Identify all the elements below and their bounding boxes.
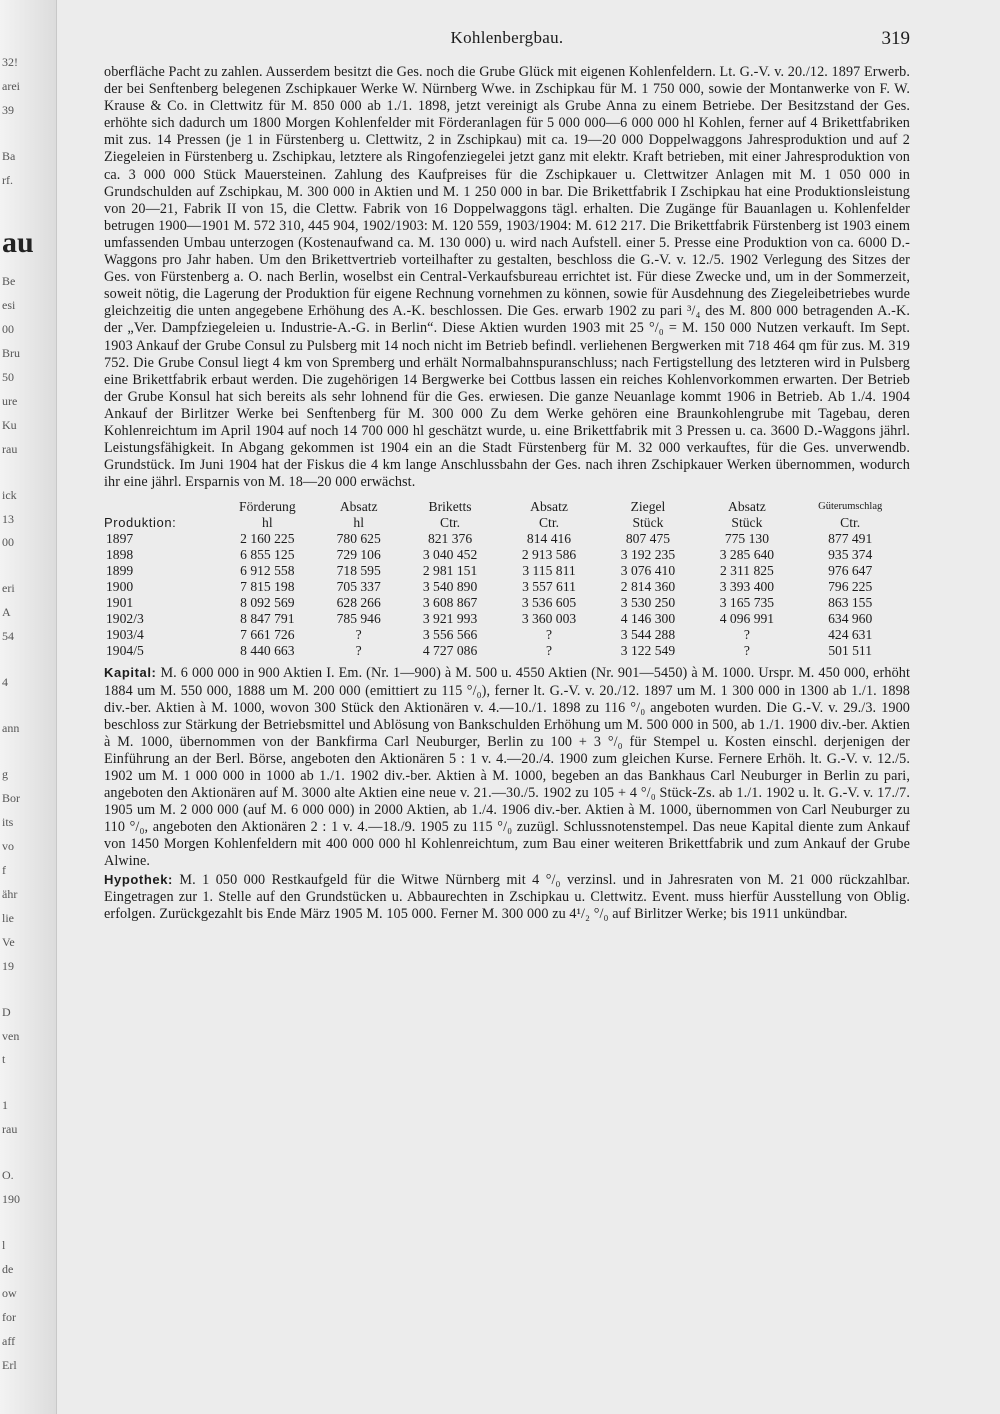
adjacent-page-fragment: Erl <box>2 1358 17 1372</box>
adjacent-page-fragment: au <box>2 226 34 259</box>
table-cell: 4 096 991 <box>719 610 775 626</box>
column-header: Absatz <box>339 499 378 515</box>
table-row <box>104 627 904 643</box>
table-cell: 3 165 735 <box>719 594 775 610</box>
adjacent-page-fragment: ann <box>2 721 20 735</box>
table-cell: 2 160 225 <box>240 531 295 547</box>
adjacent-page-fragment: Bor <box>2 791 20 805</box>
table-row <box>104 563 904 579</box>
production-table-unit-row <box>104 515 904 531</box>
table-cell: 4 727 086 <box>422 642 478 658</box>
row-year: 1900 <box>106 578 134 594</box>
adjacent-page-fragment: g <box>2 767 8 781</box>
adjacent-page-fragment: for <box>2 1310 16 1324</box>
adjacent-page-fragment: Be <box>2 274 16 288</box>
table-cell: 634 960 <box>828 610 873 626</box>
table-cell: ? <box>743 626 750 642</box>
running-head: Kohlenbergbau. <box>450 28 564 47</box>
table-cell: 935 374 <box>828 547 873 563</box>
adjacent-page-fragment: ick <box>2 488 17 502</box>
column-header: Briketts <box>428 499 472 515</box>
table-row <box>104 611 904 627</box>
unit-label: Stück <box>731 515 763 531</box>
unit-label: Ctr. <box>440 515 461 531</box>
adjacent-page-fragment: esi <box>2 298 16 312</box>
column-header: Absatz <box>728 499 766 515</box>
adjacent-page-fragment: vo <box>2 839 14 853</box>
table-cell: 8 847 791 <box>240 610 295 626</box>
adjacent-page-fragment: 1 <box>2 1098 8 1112</box>
table-cell: 821 376 <box>427 531 473 547</box>
table-cell: 785 946 <box>336 610 381 626</box>
production-table-header-row <box>104 499 904 515</box>
adjacent-page-fragment: ven <box>2 1029 20 1043</box>
table-cell: ? <box>743 642 750 658</box>
adjacent-page-fragment: ow <box>2 1286 17 1300</box>
column-header: Ziegel <box>630 499 666 515</box>
unit-label: Ctr. <box>538 515 560 531</box>
row-year: 1902/3 <box>106 610 144 626</box>
adjacent-page-fragment: 4 <box>2 675 8 689</box>
table-cell: 7 815 198 <box>240 578 295 594</box>
table-cell: 729 106 <box>336 547 381 563</box>
adjacent-page-fragment: 00 <box>2 322 14 336</box>
table-cell: 501 511 <box>828 642 873 658</box>
unit-label: hl <box>262 515 273 531</box>
kapital-text: M. 6 000 000 in 900 Aktien I. Em. (Nr. 1—900) à M. 500 u. 4550 Aktien (Nr. 901—5450) à M. 1000. Urspr. M. 450 000, erhöht 1884 um M. 550 000, 1888 um M. 200 000 (emittiert zu 115 °/₀), ferner lt. G.-V. v. 20./12. 1897 um M. 1 300 000 in 1300 ab 1./1. 1898 div.-ber. Aktien à M. 1000, wovon 300 Stück den Aktionären v. 4.—10./1. 1898 zu 116 °/₀ angeboten wurden. Die G.-V. v. 29./3. 1900 beschloss zur Stärkung der Betriebsmittel und Ablösung von Bankschulden Erhöhung um M. 500 000 in 500, ab 1./1. 1900 div.-ber. Aktien à M. 1000, übernommen von der Bankfirma Carl Neuburger, Berlin zu 100 + 3 °/₀ für Stempel u. Kosten einschl. derjenigen der Einführung an der Berl. Börse, angeboten den Aktionären 5 : 1 v. 4.—20./4. 1900 zum gleichen Kurse. Fernere Erhöh. lt. G.-V. v. 12./5. 1902 um M. 1 000 000 in 1000 ab 1./1. 1902 div.-ber. Aktien à M. 1000, begeben an das Bankhaus Carl Neuburger in Berlin zu pari, angeboten den Aktionären auf M. 3000 alte Aktien eine neue v. 21.—30./5. 1902 zu 105 + 4 °/₀ Stück-Zs. ab 1./1. 1902 u. lt. G.-V. v. 17./7. 1905 um M. 2 000 000 (auf M. 6 000 000) in 2000 Aktien, ab 1./4. 1906 div.-ber. Aktien à M. 1000, übernommen von Carl Neuburger zu 110 °/₀, angeboten den Aktionären 2 : 1 v. 4.—18./9. 1905 zu 115 °/₀ zuzügl. Schlussnotenstempel. Das neue Kapital diente zum Ankauf von 1450 Morgen Kohlenfeldern mit 400 000 000 hl Kohlenreichtum, zum Bau einer weiteren Brikettfabrik und zum Ankauf der Grube Alwine. <box>104 665 910 870</box>
adjacent-page-fragment: D <box>2 1005 11 1019</box>
table-cell: 2 311 825 <box>719 562 774 578</box>
kapital-label: Kapital: <box>104 665 157 681</box>
table-cell: 2 814 360 <box>620 578 676 594</box>
table-cell: 3 192 235 <box>620 547 676 563</box>
production-table-body <box>104 531 904 658</box>
adjacent-page-fragment: Ba <box>2 149 16 163</box>
table-cell: 3 921 993 <box>422 610 478 626</box>
table-cell: 6 912 558 <box>240 562 295 578</box>
adjacent-page-fragment: 39 <box>2 103 14 117</box>
adjacent-page-fragment: rau <box>2 442 18 456</box>
row-year: 1904/5 <box>106 642 144 658</box>
page-header <box>104 28 910 64</box>
table-cell: 814 416 <box>526 531 572 547</box>
table-cell: 780 625 <box>336 531 381 547</box>
row-year: 1901 <box>106 594 134 610</box>
adjacent-page-fragment: eri <box>2 581 15 595</box>
table-cell: 775 130 <box>724 531 769 547</box>
adjacent-page-fragment: f <box>2 863 6 877</box>
adjacent-page-fragment: O. <box>2 1168 14 1182</box>
table-cell: 3 557 611 <box>522 578 576 594</box>
table-cell: ? <box>355 642 362 658</box>
adjacent-page-fragment: ure <box>2 394 18 408</box>
table-cell: ? <box>545 642 553 658</box>
adjacent-page-fragment: l <box>2 1238 6 1252</box>
adjacent-page-fragment: Ve <box>2 935 15 949</box>
production-row-label: Produktion: <box>104 515 177 531</box>
adjacent-page-fragment: ähr <box>2 887 18 901</box>
table-cell: 424 631 <box>828 626 873 642</box>
table-row <box>104 579 904 595</box>
table-cell: 3 540 890 <box>422 578 478 594</box>
table-cell: 3 393 400 <box>719 578 775 594</box>
table-cell: 705 337 <box>336 578 381 594</box>
table-cell: 976 647 <box>828 562 873 578</box>
table-cell: 863 155 <box>828 594 873 610</box>
table-row <box>104 643 904 659</box>
table-row <box>104 547 904 563</box>
table-cell: 796 225 <box>828 578 873 594</box>
table-cell: 3 608 867 <box>422 594 478 610</box>
table-cell: 3 040 452 <box>422 547 478 563</box>
adjacent-page-fragment: 190 <box>2 1192 20 1206</box>
table-cell: 3 076 410 <box>620 562 676 578</box>
table-row <box>104 595 904 611</box>
column-header-year <box>104 499 218 515</box>
table-cell: 3 530 250 <box>620 594 676 610</box>
unit-label: Ctr. <box>840 515 861 531</box>
row-year: 1903/4 <box>106 626 144 642</box>
table-cell: 8 092 569 <box>240 594 295 610</box>
table-cell: 3 536 605 <box>521 594 577 610</box>
adjacent-page-fragment: 50 <box>2 370 14 384</box>
table-cell: 3 115 811 <box>522 562 576 578</box>
adjacent-page-fragment: lie <box>2 911 14 925</box>
table-cell: 2 913 586 <box>521 547 577 563</box>
adjacent-page-fragment: rau <box>2 1122 18 1136</box>
kapital-section <box>104 664 910 870</box>
adjacent-page-fragment: 19 <box>2 959 14 973</box>
table-cell: 4 146 300 <box>620 610 676 626</box>
row-year: 1897 <box>106 531 134 547</box>
table-row <box>104 531 904 547</box>
adjacent-page-fragment: aff <box>2 1334 16 1348</box>
adjacent-page-fragment: 32! <box>2 55 18 69</box>
production-table <box>104 499 904 658</box>
table-cell: 3 122 549 <box>620 642 676 658</box>
adjacent-page-fragment: its <box>2 815 14 829</box>
table-cell: 877 491 <box>828 531 873 547</box>
table-cell: 718 595 <box>336 562 381 578</box>
table-cell: 3 544 288 <box>620 626 676 642</box>
table-cell: 3 360 003 <box>521 610 577 626</box>
adjacent-page-fragment: 00 <box>2 535 14 549</box>
adjacent-page-fragment: de <box>2 1262 14 1276</box>
table-cell: 6 855 125 <box>240 547 295 563</box>
unit-label: hl <box>353 515 364 531</box>
table-cell: ? <box>355 626 362 642</box>
table-cell: 7 661 726 <box>240 626 295 642</box>
adjacent-page-margin <box>0 0 57 1414</box>
unit-label: Stück <box>632 515 664 531</box>
table-cell: 3 285 640 <box>719 547 775 563</box>
adjacent-page-fragment: Bru <box>2 346 20 360</box>
adjacent-page-fragment: Ku <box>2 418 17 432</box>
column-header: Güterumschlag <box>818 501 883 513</box>
table-cell: 807 475 <box>625 531 671 547</box>
column-header: Absatz <box>530 499 568 515</box>
column-header: Förderung <box>239 499 296 515</box>
adjacent-page-fragment: arei <box>2 79 20 93</box>
adjacent-page-fragment: 13 <box>2 512 14 526</box>
company-history-paragraph: oberfläche Pacht zu zahlen. Ausserdem besitzt die Ges. noch die Grube Glück mit eigenen Kohlenfeldern. Lt. G.-V. v. 20./12. 1897 Erwerb. der bei Senftenberg belegenen Zschipkauer Werke W. Nürnberg Wwe. in Zschipkau für M. 1 750 000, sowie der Montanwerke von F. W. Krause & Co. in Clettwitz für M. 850 000 ab 1./1. 1898, jetzt vereinigt als Grube Anna zu einem Betriebe. Der Besitzstand der Ges. erhöhte sich dadurch um 1800 Morgen Kohlenfelder mit Förderanlagen für 5 000 000—6 000 000 hl Kohlen, ferner auf 4 Brikettfabriken mit zus. 14 Pressen (je 1 in Fürstenberg u. Clettwitz, 2 in Zschipkau) mit ca. 19—20 000 Doppelwaggons Jahresproduktion und auf 2 Ziegeleien in Fürstenberg u. Zschipkau, letztere als Ringofenziegelei jetzt ganz mit elektr. Kraft betrieben, mit einer Jahresproduktion von ca. 3 000 000 Stück Mauersteinen. Zahlung des Kaufpreises für die Zschipkauer u. Clettwitzer Anlagen mit M. 1 050 000 in Grundschulden auf Zschipkau, M. 300 000 in Aktien und M. 1 250 000 in bar. Die Brikettfabrik I Zschipkau hat eine Produktionsleistung von 20—21, Fabrik II von 15, die Clettw. Fabrik von 16 Doppelwaggons tägl. erhalten. Die Zugänge für Bauanlagen u. Kohlenfelder betrugen 1900—1901 M. 572 310, 445 904, 1902/1903: M. 120 559, 1903/1904: M. 612 217. Die Brikettfabrik Fürstenberg ist 1903 einem umfassenden Umbau unterzogen (Kostenaufwand ca. M. 130 000) u. wird nach Aufstell. einer 5. Presse eine Produktion von ca. 6000 D.-Waggons pro Jahr haben. Um den Brikettvertrieb vorteilhafter zu gestalten, beschloss die G.-V. v. 12./5. 1902 Verlegung des Sitzes der Ges. von Fürstenberg a. O. nach Berlin, woselbst ein Central-Verkaufsbureau errichtet ist. Für diese Zwecke und, um in der Sommerzeit, soweit nötig, die Lagerung der Produktion für eigene Rechnung vornehmen zu können, sowie für Ausdehnung des Ziegeleibetriebes wurde gleichzeitig die unten angegebene Erhöhung des A.-K. beschlossen. Die Ges. erwarb 1902 zu pari ³/₄ des M. 800 000 betragenden A.-K. der „Ver. Dampfziegeleien u. Industrie-A.-G. in Berlin“. Diese Aktien wurden 1903 mit 25 °/₀ = M. 150 000 Nutzen verkauft. Im Sept. 1903 Ankauf der Grube Consul zu Pulsberg mit 14 noch nicht im Betrieb befindl. verliehenen Bergwerken mit 718 464 qm für zus. M. 319 752. Die Grube Consul liegt 4 km von Spremberg und erhält Normalbahnspuranschluss; nach Fertigstellung des letzteren wird in Pulsberg eine Brikettfabrik erbaut werden. Die zugehörigen 14 Bergwerke bei Cottbus lassen ein reiches Kohlenvorkommen erwarten. Der Betrieb der Grube Konsul hat sich bereits als sehr lohnend für die Ges. erwiesen. Die ganze Neuanlage kommt 1906 in Betrieb. Ab 1./4. 1904 Ankauf der Birlitzer Werke bei Senftenberg für M. 300 000 Zu dem Werke gehören eine Braunkohlengrube mit Tagebau, deren Kohlenreichtum im April 1904 auf noch 14 700 000 hl geschätzt wurde, u. eine Brikettfabrik mit 3 Pressen u. ca. 3600 D.-Waggons jährl. Leistungsfähigkeit. In Abgang gekommen ist 1904 ein an die Stadt Fürstenberg für M. 32 000 verkauftes, für die Ges. unverwendb. Grundstück. Im Juni 1904 hat der Fiskus die 4 km lange Anschlussbahn der Ges. nach ihren Zschipkauer Werken übernommen, wodurch ihr eine jährl. Ersparnis von M. 18—20 000 erwächst. <box>104 64 910 491</box>
hypothek-text: M. 1 050 000 Restkaufgeld für die Witwe Nürnberg mit 4 °/₀ verzinsl. und in Jahresraten von M. 21 000 rückzahlbar. Eingetragen zur 1. Stelle auf den Grundstücken u. Abbaurechten in Zschipkau u. Clettwitz. Event. muss hierfür Ausstellung von Oblig. erfolgen. Zurückgezahlt bis Ende März 1905 M. 105 000. Ferner M. 300 000 zu 4¹/₂ °/₀ auf Birlitzer Werke; bis 1911 unkündbar. <box>104 871 910 922</box>
table-cell: 2 981 151 <box>422 562 478 578</box>
table-cell: ? <box>545 626 553 642</box>
document-page <box>104 28 910 923</box>
adjacent-page-fragment: A <box>2 605 11 619</box>
adjacent-page-fragment: 54 <box>2 629 14 643</box>
adjacent-page-fragment: t <box>2 1052 6 1066</box>
table-cell: 3 556 566 <box>422 626 478 642</box>
table-cell: 628 266 <box>336 594 381 610</box>
page-number: 319 <box>881 28 910 49</box>
hypothek-label: Hypothek: <box>104 871 173 887</box>
hypothek-section <box>104 871 910 923</box>
table-cell: 8 440 663 <box>240 642 295 658</box>
row-year: 1898 <box>106 547 134 563</box>
row-year: 1899 <box>106 562 134 578</box>
adjacent-page-fragment: rf. <box>2 173 13 187</box>
